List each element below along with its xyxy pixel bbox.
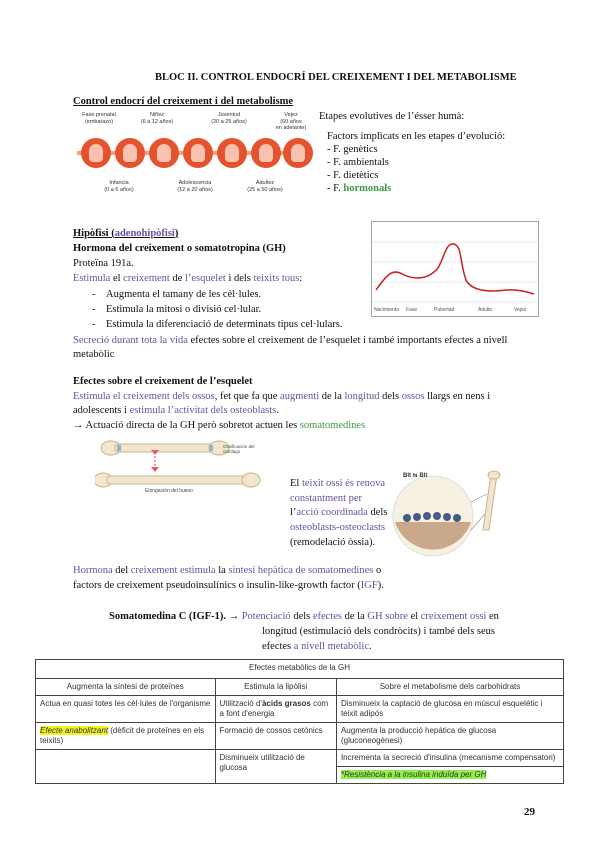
table-cell: Efecte anabolitzant (dèficit de proteïnes en els teixits) [36, 723, 216, 750]
table-cell: Augmenta la producció hepàtica de glucosa (gluconeogènesi) [336, 723, 563, 750]
renova-line-5: (remodelació òssia). [290, 537, 376, 548]
secretion-line-cont: metabòlic [73, 349, 115, 360]
stage-label: Juventud (20 a 25 años) [211, 112, 247, 125]
table-cell: Actua en quasi totes les cèl·lules de l'organisme [36, 696, 216, 723]
skeleton-heading: Efectes sobre el creixement de l’esquelet [73, 376, 253, 387]
skeleton-line-1: Estimula el creixement dels ossos, fet que fa que augmenti de la longitud dels ossos llargs en nens i [73, 391, 491, 402]
gh-stimulus-line: Estimula el creixement de l’esquelet i dels teixits tous: [73, 273, 303, 284]
stage-icon [149, 138, 179, 168]
table-row [36, 723, 564, 750]
bullet-item: - Augmenta el tamany de les cèl·lules. [92, 289, 262, 300]
table-cell: Disminueix utilització de glucosa [215, 750, 336, 784]
factor-item: - F. ambientals [327, 157, 389, 168]
table-cell: Disminueix la captació de glucosa en múscul esquelètic i teixit adipós [336, 696, 563, 723]
bullet-item: - Estimula la mitosi o divisió cel·lular. [92, 304, 262, 315]
factors-intro: Factors implicats en les etapes d’evolució: [327, 131, 506, 142]
skeleton-line-2: adolescents i estimula l’activitat dels osteoblasts. [73, 405, 279, 416]
stage-icon [251, 138, 281, 168]
stage-label: Fase prenatal (embarazo) [82, 112, 116, 125]
stage-label: Infancia (0 a 6 años) [104, 180, 134, 193]
renova-line-2: constantment per [290, 493, 363, 504]
hepatic-line-1: Hormona del creixement estimula la síntesi hepàtica de somatomedines o [73, 565, 382, 576]
gh-curve-svg [372, 222, 538, 316]
hepatic-line-2: factors de creixement pseudoinsulínics o insulin-like-growth factor (IGF). [73, 580, 384, 591]
stage-icon [283, 138, 313, 168]
table-header-row [36, 679, 564, 696]
bone-side-label: Ossificación del cartílago [223, 444, 255, 454]
stage-icon [81, 138, 111, 168]
somatomedin-line-3: efectes a nivell metabòlic. [262, 641, 372, 652]
factor-item: - F. hormonals [327, 183, 392, 194]
stage-label: Adolescencia (12 a 20 años) [177, 180, 213, 193]
stage-icon [115, 138, 145, 168]
stage-label: Vejez (60 años en adelante) [275, 112, 307, 131]
gh-curve [376, 244, 534, 294]
table-row [36, 696, 564, 723]
page-number: 29 [524, 806, 535, 818]
renova-line-3: l’acció coordinada dels [290, 507, 388, 518]
table-cell: Utilització d'àcids grasos com a font d'energia [215, 696, 336, 723]
life-stages-figure [73, 110, 313, 202]
table-header: Augmenta la síntesi de proteïnes [36, 679, 216, 696]
gh-secretion-graph: Nacimiento Fase Pubertad Adulto Vejez [371, 221, 539, 317]
table-header: Sobre el metabolisme dels carbohidrats [336, 679, 563, 696]
factor-item: - F. dietètics [327, 170, 379, 181]
protein-text: Proteïna 191a. [73, 258, 134, 269]
bone-label: Elongación del hueso [145, 488, 193, 494]
stage-label: Niñez (6 a 12 años) [140, 112, 174, 125]
tissue-label: Blt ⇆ Blt [403, 473, 428, 479]
bone-elongation-figure [95, 436, 270, 496]
stage-icon [183, 138, 213, 168]
factor-item: - F. genètics [327, 144, 378, 155]
table-cell: Formació de cossos cetònics [215, 723, 336, 750]
table-title: Efectes metabòlics de la GH [36, 660, 564, 679]
table-row [36, 750, 564, 767]
stage-icon [217, 138, 247, 168]
etapes-text: Etapes evolutives de l’ésser humà: [319, 111, 465, 122]
bullet-item: - Estimula la diferenciació de determinats tipus cel·lulars. [92, 319, 343, 330]
hipofisi-heading: Hipòfisi (adenohipòfisi) [73, 228, 179, 239]
gh-title: Hormona del creixement o somatotropina (GH) [73, 243, 286, 254]
somatomedin-line-1: Somatomedina C (IGF-1). → Potenciació dels efectes de la GH sobre el creixement ossi en [109, 611, 499, 622]
metabolic-effects-table [35, 659, 564, 784]
remodeling-svg [383, 470, 513, 560]
table-cell: *Resistència a la insulina induïda per GH [336, 767, 563, 784]
table-header: Estimula la lipòlisi [215, 679, 336, 696]
stage-label: Adultez (25 a 50 años) [247, 180, 283, 193]
bone-remodeling-figure [383, 470, 513, 560]
secretion-line: Secreció durant tota la vida efectes sobre el creixement de l’esquelet i també importants efectes a nivell [73, 335, 508, 346]
skeleton-line-3: → Actuació directa de la GH però sobretot actuen les somatomedines [73, 420, 366, 431]
chapter-title: BLOC II. CONTROL ENDOCRÍ DEL CREIXEMENT I DEL METABOLISME [155, 72, 517, 83]
table-cell [36, 750, 216, 784]
renova-line-4: osteoblasts-osteoclasts [290, 522, 386, 533]
somatomedin-line-2: longitud (estimulació dels condròcits) i també dels seus [262, 626, 495, 637]
section-heading: Control endocrí del creixement i del metabolisme [73, 96, 294, 107]
renova-line-1: El teixit ossi és renova [290, 478, 386, 489]
table-cell: Incrementa la secreció d'insulina (mecanisme compensatori) [336, 750, 563, 767]
